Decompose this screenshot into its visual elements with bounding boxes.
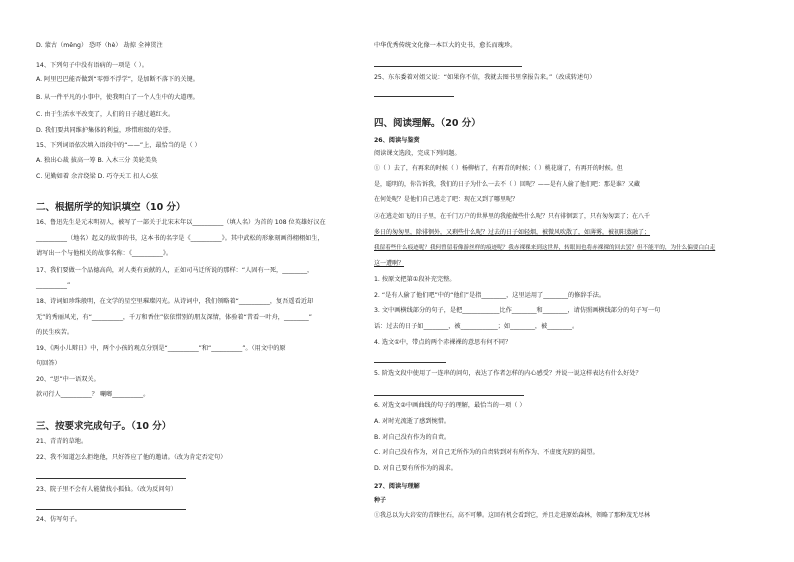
q17-line-1: 17、我们要做一个品德高尚，对人类有贡献的人，正如司马迁所说的那样：“人固有一死，________， bbox=[36, 267, 314, 274]
q23-answer-line[interactable] bbox=[36, 509, 186, 510]
q17-line-2: __________” bbox=[36, 282, 71, 289]
q27-passage-title: 种子 bbox=[374, 497, 387, 504]
q19-line-1: 19、《两小儿辩日》中，两个小孩的观点分别是“__________”和“__________”。（用文中的原 bbox=[36, 345, 286, 352]
q14-option-c: C. 由于生活水平改变了，人们的日子越过越红火。 bbox=[36, 111, 175, 118]
q14-stem: 14、下列句子中没有语病的一项是（ ）。 bbox=[36, 62, 148, 69]
q20-blanks: 款司行人__________？ 唰啷__________。 bbox=[36, 391, 150, 398]
rq4-stem: 4. 选文①中，带点的两个赤裸裸的意思有何不同？ bbox=[374, 339, 512, 346]
left-column bbox=[36, 0, 376, 562]
q16-line-1: 16、鲁迅先生是元末明初人，被写了一部关于北宋末年以__________（填人名）为首的 108 位英雄好汉在 bbox=[36, 219, 326, 226]
passage-para-2-line-3: 我留着些什么痕迹呢？我何曾留着像游丝样的痕迹呢？我赤裸裸来到这世界，转眼间也将赤裸裸的回去罢？但不能平的，为什么偏要白白走 bbox=[374, 245, 716, 251]
q24-sentence: 中华优秀传统文化像一本巨大的史书，愈长而瑰珍。 bbox=[374, 42, 517, 49]
rq6-option-c: C. 对自己没有作为，对自己无所作为的自责转到对有所作为、不虚度光阴的渴望。 bbox=[374, 449, 599, 456]
rq6-option-d: D. 对自己要有所作为的渴求。 bbox=[374, 465, 457, 472]
passage-para-1-line-1: ①（ ）去了，有再来的时候（ ）杨柳枯了，有再青的时候；（ ）桃花谢了，有再开的时候。但 bbox=[374, 165, 623, 172]
q18-line-2: 无”的秀丽风光，有“__________，千万和香住”依依惜别的朋友深情，体验着“昔看一叶舟，________” bbox=[36, 314, 312, 321]
passage-para-2-line-4: 这一遭啊？ bbox=[374, 260, 405, 267]
q26-instruction: 阅读课文选段，完成下列问题。 bbox=[374, 150, 461, 157]
q14-option-d: D. 我们要共同维护集体的利益，珍惜班级的荣誉。 bbox=[36, 127, 175, 134]
rq6-option-b: B. 对自己没有作为的自责。 bbox=[374, 434, 451, 441]
q23-stem: 23、院子里不会有人能猜找小狐仙。（改为反问句） bbox=[36, 486, 177, 493]
q16-line-3: 请写出一个与他相关的故事名称：《__________》。 bbox=[36, 250, 173, 257]
q26-heading: 26、阅读与鉴赏 bbox=[374, 137, 420, 144]
q16-line-2: __________（地名）起义的故事的书，这本书的名字是《__________》。其中武松的形象刻画得栩栩如生， bbox=[36, 235, 324, 242]
rq3-line-2: 话：过去的日子如________，被____________；如________，被________。 bbox=[374, 323, 579, 330]
rq3-line-1: 3. 文中画横线部分的句子，是把____________比作________和________，请仿照画横线部分的句子写一句 bbox=[374, 307, 661, 314]
q27-heading: 27、阅读与理解 bbox=[374, 483, 420, 490]
rq4-answer-line[interactable] bbox=[374, 362, 446, 363]
q22-stem: 22、我不知道怎么拒绝他，只好答应了他的邀请。（改为肯定否定句） bbox=[36, 454, 227, 461]
passage-para-2-line-2: 多日的匆匆里，除徘徊外，又剩些什么呢？过去的日子如轻烟，被微风吹散了，如薄雾，被初阳蒸融了； bbox=[374, 229, 651, 236]
q27-passage-line-1: ①我总以为大岩安的青睐住石，高不可攀。这回有机会看到它，并且走进原始森林，领略了那种茂无尽林 bbox=[374, 512, 651, 519]
q24-stem: 24、仿写句子。 bbox=[36, 516, 81, 523]
q20-stem: 20、“思”中一语双关。 bbox=[36, 376, 100, 383]
rq5-answer-line[interactable] bbox=[374, 395, 524, 396]
q14-option-b: B. 从一件平凡的小事中，使我明白了一个人生中的大道理。 bbox=[36, 94, 199, 101]
rq6-stem: 6. 对选文②中画曲线的句子的理解，最恰当的一项（ ） bbox=[374, 402, 526, 409]
rq1-stem: 1. 按原文把第①段补充完整。 bbox=[374, 276, 456, 283]
q19-line-2: 句回答） bbox=[36, 360, 61, 367]
section-2-heading: 二、根据所学的知识填空（10 分） bbox=[36, 202, 186, 213]
passage-para-1-line-3: 在何处呢？是他们自己逃走了吧：现在又到了哪里呢？ bbox=[374, 196, 519, 203]
section-4-heading: 四、阅读理解。（20 分） bbox=[374, 118, 481, 129]
q25-answer-line[interactable] bbox=[374, 96, 454, 97]
q14-option-a: A. 阿里巴巴能否做到“零弹不浮学”，是加断不落下的关键。 bbox=[36, 76, 199, 83]
q24-answer-line[interactable] bbox=[374, 66, 522, 67]
q15-options-ab: A. 独出心裁 拔高一筹 B. 入木三分 美轮美奂 bbox=[36, 157, 158, 164]
q22-answer-line[interactable] bbox=[36, 478, 186, 479]
q13-option-d: D. 蒙古（měng） 恐吓（hè） 劫掠 全神贯注 bbox=[36, 42, 163, 49]
q18-line-3: 的民生疾苦。 bbox=[36, 329, 74, 336]
q15-stem: 15、下列词语依次填入语段中的“——”上，最恰当的是（ ） bbox=[36, 142, 201, 149]
right-column bbox=[374, 0, 774, 562]
passage-para-2-line-1: ②在逃走如飞的日子里，在千门万户的世界里的我能做些什么呢？只有徘徊罢了，只有匆匆罢了；在八千 bbox=[374, 213, 651, 220]
q18-line-1: 18、诗词如珍珠般明，在文学的星空里璀璨闪光。从诗词中，我们领略着“__________，复吾遥看近却 bbox=[36, 298, 314, 305]
section-3-heading: 三、按要求完成句子。（10 分） bbox=[36, 421, 172, 432]
q25-stem: 25、东东委着对姐父说：“如果你不信，我就去图书里拿报告来。”（改成转述句） bbox=[374, 74, 596, 81]
q21-stem: 21、青青的草地。 bbox=[36, 438, 88, 445]
q15-options-cd: C. 见勤如着 余音绕梁 D. 巧夺天工 扣人心弦 bbox=[36, 173, 158, 180]
rq5-stem: 5. 阶选文段中使用了一连串的问句，表达了作者怎样的内心感受？并说一说这样表达有什么好处？ bbox=[374, 370, 642, 377]
rq2-stem: 2. “是有人偷了他们吧”中的“他们”是指________，这里运用了________的修辞手法。 bbox=[374, 292, 606, 299]
passage-para-1-line-2: 是，聪明的，你告诉我，我们的日子为什么一去不（ ）回呢？——是有人偷了他们吧：那是谁？又藏 bbox=[374, 181, 640, 188]
rq6-option-a: A. 对时光流逝了感到惋惜。 bbox=[374, 418, 451, 425]
